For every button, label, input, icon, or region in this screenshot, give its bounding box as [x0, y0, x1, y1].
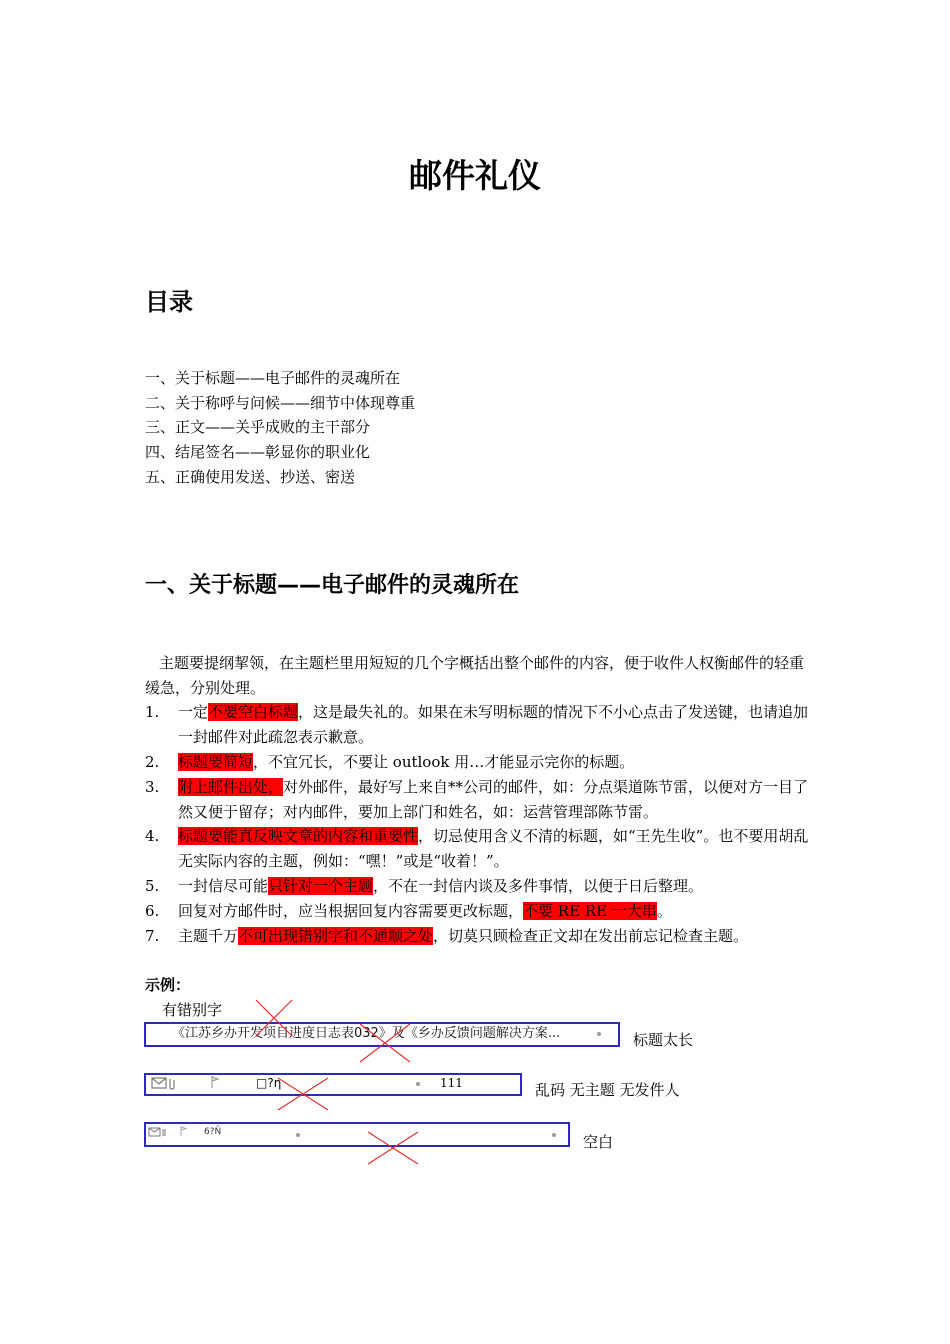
- envelope-icon: [148, 1126, 168, 1143]
- rule-text: ，不在一封信内谈及多件事情，以便于日后整理。: [373, 877, 704, 895]
- rule-text: 一封信尽可能: [178, 877, 269, 895]
- rule-text: 对外邮件，最好写上来自**公司的邮件，如：分点渠道陈节雷，以便对方一目了然又便于留存；对内邮件，要加上部门和姓名，如：运营管理部陈节雷。: [178, 778, 809, 821]
- rule-number: 5.: [145, 877, 160, 895]
- rule-highlight: 不要 RE RE 一大串: [523, 902, 657, 920]
- rule-item: [145, 824, 810, 874]
- rule-number: 3.: [145, 778, 160, 796]
- rule-item: [145, 750, 810, 775]
- section-heading: 一、关于标题——电子邮件的灵魂所在: [145, 573, 520, 598]
- blank-subject-text: 6?Ñ: [204, 1127, 222, 1137]
- rule-number: 1.: [145, 703, 160, 721]
- flag-icon: [210, 1075, 220, 1094]
- toc-item: 四、结尾签名——彰显你的职业化: [145, 443, 371, 461]
- rule-highlight: 不要空白标题: [208, 703, 299, 721]
- garbled-number: 111: [440, 1076, 463, 1090]
- rule-item: [145, 775, 810, 825]
- rule-highlight: 标题要简短: [178, 753, 254, 771]
- garbled-note: 乱码 无主题 无发件人: [535, 1081, 680, 1099]
- dot-icon: [552, 1133, 556, 1137]
- toc-item: 三、正文——关乎成败的主干部分: [145, 418, 371, 436]
- cross-mark-icon: [358, 1022, 412, 1064]
- rule-number: 2.: [145, 753, 160, 771]
- long-title-note: 标题太长: [633, 1031, 694, 1049]
- rule-number: 7.: [145, 927, 160, 945]
- rule-text: 主题千万: [178, 927, 239, 945]
- rule-item: [145, 924, 810, 949]
- dot-icon: [416, 1082, 420, 1086]
- rule-highlight: 标题要能真反映文章的内容和重要性: [178, 827, 419, 845]
- section-intro: 主题要提纲挈领，在主题栏里用短短的几个字概括出整个邮件的内容，便于收件人权衡邮件的轻重缓急，分别处理。: [145, 654, 805, 697]
- rule-highlight: 不可出现错别字和不通顺之处: [238, 927, 434, 945]
- rule-text: ，这是最失礼的。如果在未写明标题的情况下不小心点击了发送键，也请追加一封邮件对此疏忽表示歉意。: [178, 703, 809, 746]
- blank-note: 空白: [583, 1133, 614, 1151]
- rule-item: [145, 899, 810, 924]
- toc-item: 二、关于称呼与问候——细节中体现尊重: [145, 394, 416, 412]
- rule-highlight: 只针对一个主题: [268, 877, 374, 895]
- rule-highlight: 附上邮件出处，: [178, 778, 284, 796]
- toc-heading: 目录: [145, 288, 193, 316]
- rule-text: ，切忌使用含义不清的标题，如“王先生收”。也不要用胡乱无实际内容的主题，例如：“嘿！”或是“收着！”。: [178, 827, 809, 870]
- rule-text: 回复对方邮件时，应当根据回复内容需要更改标题，: [178, 902, 524, 920]
- toc-item: 五、正确使用发送、抄送、密送: [145, 468, 356, 486]
- dot-icon: [597, 1032, 601, 1036]
- envelope-icon: [151, 1076, 177, 1095]
- cross-mark-icon: [254, 998, 294, 1038]
- rule-item: [145, 700, 810, 750]
- rule-number: 6.: [145, 902, 160, 920]
- dot-icon: [296, 1133, 300, 1137]
- cross-mark-icon: [366, 1130, 420, 1166]
- rule-text: ，不宜冗长，不要让 outlook 用…才能显示完你的标题。: [253, 753, 635, 771]
- rule-text: 。: [656, 902, 672, 920]
- flag-icon: [180, 1125, 188, 1142]
- toc-item: 一、关于标题——电子邮件的灵魂所在: [145, 369, 401, 387]
- rule-item: [145, 874, 810, 899]
- document-title: 邮件礼仪: [409, 156, 541, 195]
- rule-number: 4.: [145, 827, 160, 845]
- example-label: 示例：: [145, 976, 191, 994]
- example-subject-garbled: [144, 1073, 522, 1096]
- garbled-subject-text: □?η: [256, 1076, 282, 1090]
- typo-annotation: 有错别字: [162, 1001, 223, 1019]
- example-subject-text: 《江苏乡办开发项目进度日志表032》及《乡办反馈问题解决方案...: [172, 1026, 561, 1041]
- rule-text: ，切莫只顾检查正文却在发出前忘记检查主题。: [433, 927, 749, 945]
- cross-mark-icon: [276, 1076, 330, 1112]
- rule-text: 一定: [178, 703, 209, 721]
